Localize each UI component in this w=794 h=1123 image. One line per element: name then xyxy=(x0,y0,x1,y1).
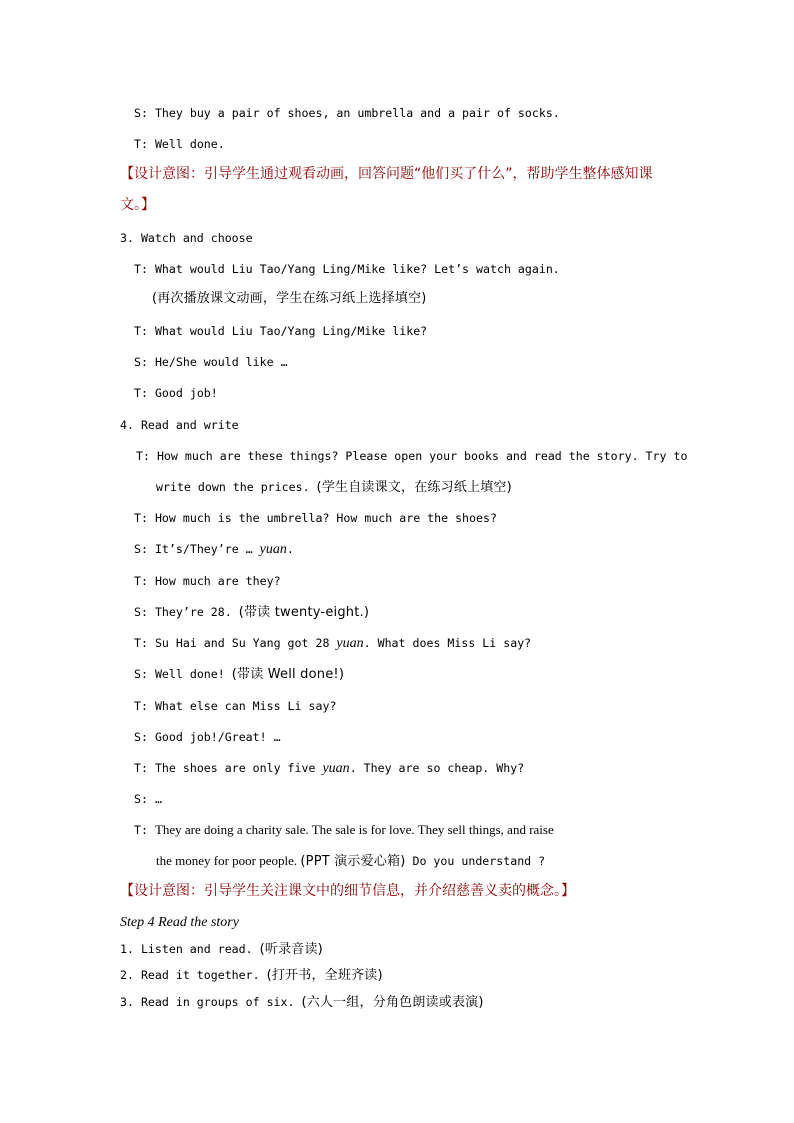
step-item: 2. Read it together. (打开书，全班齐读) xyxy=(120,968,383,983)
dialogue-line: T: Well done. xyxy=(134,137,225,151)
design-intent-note: 【设计意图：引导学生通过观看动画，回答问题“他们买了什么”，帮助学生整体感知课 xyxy=(120,166,653,182)
dialogue-line: S: Well done! (带读 Well done!) xyxy=(134,667,345,682)
dialogue-line: T: Su Hai and Su Yang got 28 yuan. What does Miss Li say? xyxy=(134,636,532,651)
step-item: 1. Listen and read. (听录音读) xyxy=(120,942,323,957)
dialogue-line: S: They buy a pair of shoes, an umbrella and a pair of socks. xyxy=(134,106,560,120)
design-intent-note-continued: 文。】 xyxy=(120,197,155,213)
dialogue-line: T: What else can Miss Li say? xyxy=(134,699,337,713)
dialogue-line: S: It’s/They’re … yuan. xyxy=(134,542,294,557)
activity-heading: 4. Read and write xyxy=(120,418,239,432)
instruction-note: (再次播放课文动画，学生在练习纸上选择填空) xyxy=(152,291,427,306)
dialogue-line: S: … xyxy=(134,792,162,806)
dialogue-line: T: How much is the umbrella? How much are the shoes? xyxy=(134,511,497,525)
step-heading: Step 4 Read the story xyxy=(120,915,239,930)
dialogue-line: T: Good job! xyxy=(134,386,218,400)
dialogue-line: T: How much are they? xyxy=(134,574,281,588)
dialogue-line: S: Good job!/Great! … xyxy=(134,730,281,744)
dialogue-line: S: They’re 28. (带读 twenty-eight.) xyxy=(134,605,370,620)
step-item: 3. Read in groups of six. (六人一组，分角色朗读或表演) xyxy=(120,995,484,1010)
dialogue-line: write down the prices. (学生自读课文，在练习纸上填空) xyxy=(156,480,512,495)
dialogue-line: T: How much are these things? Please open your books and read the story. Try to xyxy=(136,449,688,463)
dialogue-line: the money for poor people. (PPT 演示爱心箱) Do you understand ? xyxy=(156,853,546,869)
dialogue-line: T: What would Liu Tao/Yang Ling/Mike like? xyxy=(134,324,428,338)
design-intent-note: 【设计意图：引导学生关注课文中的细节信息，并介绍慈善义卖的概念。】 xyxy=(120,883,575,899)
activity-heading: 3. Watch and choose xyxy=(120,231,253,245)
dialogue-line: T: They are doing a charity sale. The sale is for love. They sell things, and raise xyxy=(134,822,554,837)
dialogue-line: S: He/She would like … xyxy=(134,355,288,369)
dialogue-line: T: What would Liu Tao/Yang Ling/Mike like? Let’s watch again. xyxy=(134,262,560,276)
dialogue-line: T: The shoes are only five yuan. They are so cheap. Why? xyxy=(134,761,525,776)
